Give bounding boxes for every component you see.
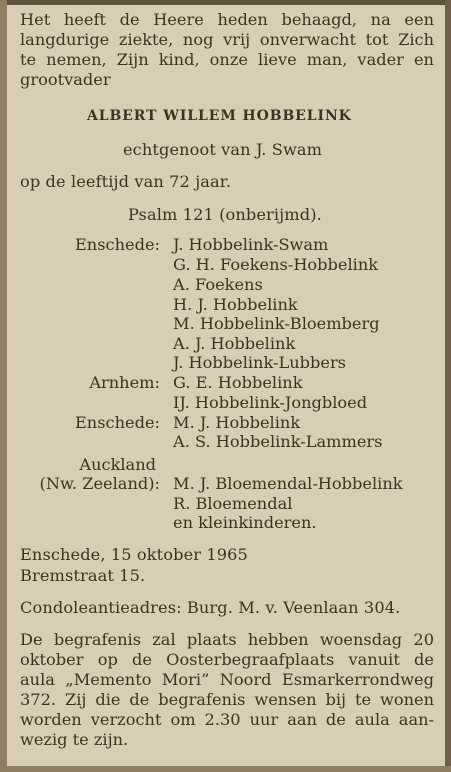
family-member: M. J. Bloemendal-Hobbelink: [173, 474, 403, 493]
frame-border-right: [445, 0, 451, 772]
family-member: G. H. Foekens-Hobbelink: [173, 255, 379, 274]
family-member: A. Foekens: [173, 275, 263, 294]
intro-paragraph: [20, 10, 434, 90]
funeral-line: worden verzocht om 2.30 uur aan de aula aan-: [20, 710, 434, 729]
date-line: Enschede, 15 oktober 1965: [20, 545, 248, 564]
family-place: Arnhem:: [89, 373, 160, 392]
intro-line: te nemen, Zijn kind, onze lieve man, vader en: [20, 50, 434, 69]
funeral-line: wezig te zijn.: [20, 730, 129, 749]
spouse-line: echtgenoot van J. Swam: [123, 140, 323, 159]
condolence-address: Condoleantieadres: Burg. M. v. Veenlaan 304.: [20, 598, 401, 617]
funeral-line: De begrafenis zal plaats hebben woensdag 20: [20, 630, 434, 649]
family-member: IJ. Hobbelink-Jongbloed: [173, 393, 368, 412]
family-member: M. Hobbelink-Bloemberg: [173, 314, 380, 333]
funeral-paragraph: [20, 630, 434, 750]
frame-border-bottom: [0, 766, 451, 772]
family-member: G. E. Hobbelink: [173, 373, 303, 392]
family-member: R. Bloemendal: [173, 494, 293, 513]
frame-border-left: [0, 0, 7, 772]
family-place: Enschede:: [74, 235, 160, 254]
family-member: J. Hobbelink-Lubbers: [173, 353, 346, 372]
family-place: (Nw. Zeeland):: [39, 474, 160, 493]
intro-line: grootvader: [20, 70, 111, 89]
frame-border-top: [0, 0, 451, 5]
family-place: Auckland: [79, 455, 156, 474]
family-member: A. J. Hobbelink: [173, 334, 296, 353]
funeral-line: 372. Zij die de begrafenis wensen bij te wonen: [20, 690, 434, 709]
deceased-name: ALBERT WILLEM HOBBELINK: [87, 108, 352, 124]
family-member: M. J. Hobbelink: [173, 413, 301, 432]
funeral-line: aula „Memento Mori” Noord Esmarkerrondweg: [20, 670, 434, 689]
family-member: H. J. Hobbelink: [173, 295, 298, 314]
intro-line: langdurige ziekte, nog vrij onverwacht tot Zich: [20, 30, 434, 49]
intro-line: Het heeft de Heere heden behaagd, na een: [20, 10, 434, 29]
family-member: A. S. Hobbelink-Lammers: [173, 432, 383, 451]
age-line: op de leeftijd van 72 jaar.: [20, 172, 232, 191]
family-member: en kleinkinderen.: [173, 513, 317, 532]
psalm-line: Psalm 121 (onberijmd).: [128, 205, 322, 224]
funeral-line: oktober op de Oosterbegraafplaats vanuit de: [20, 650, 434, 669]
family-place: Enschede:: [74, 413, 160, 432]
family-member: J. Hobbelink-Swam: [173, 235, 329, 254]
address-line: Bremstraat 15.: [20, 566, 146, 585]
